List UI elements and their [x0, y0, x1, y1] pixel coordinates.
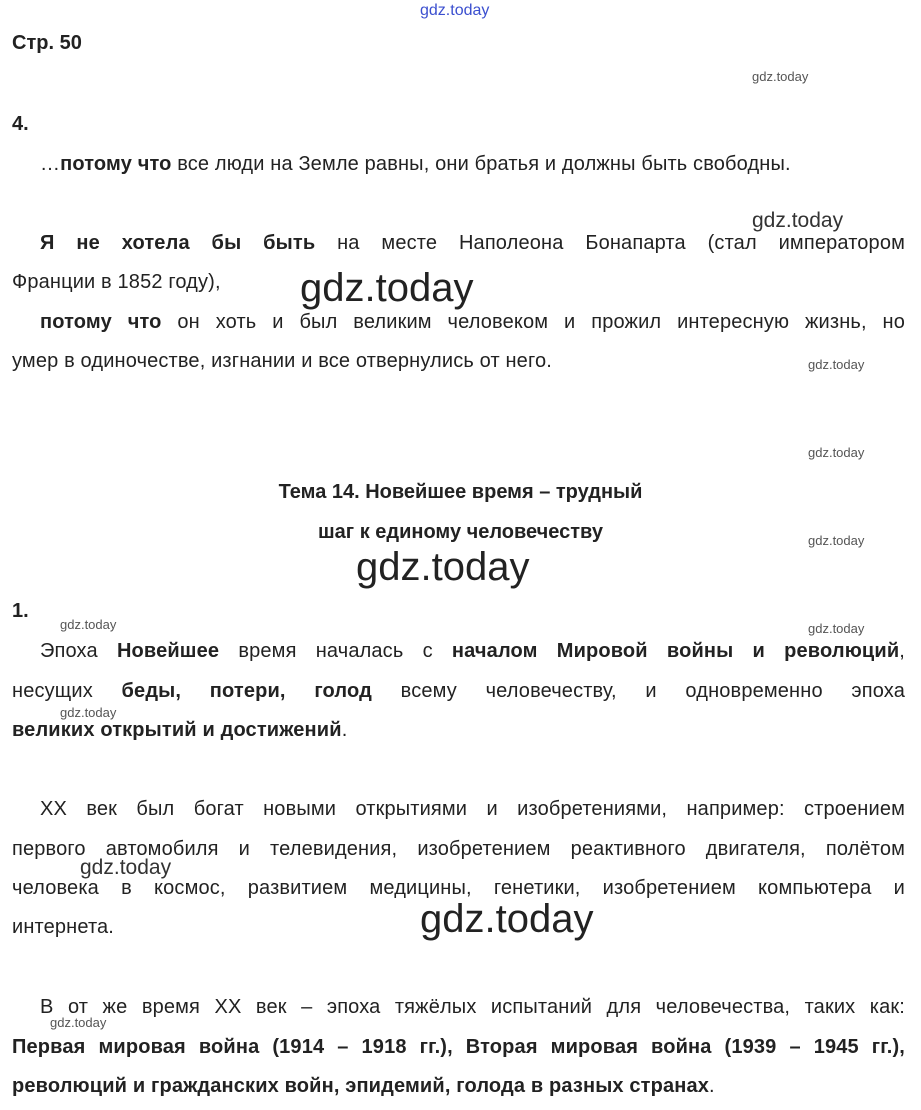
watermark-small: gdz.today	[60, 705, 117, 720]
watermark-small: gdz.today	[808, 357, 865, 372]
page-label: Стр. 50	[12, 32, 82, 54]
task1-line-5: первого автомобиля и телевидения, изобретением реактивного двигателя, полётом	[12, 838, 905, 860]
topic-title-line-1: Тема 14. Новейшее время – трудный	[278, 481, 643, 503]
task-number-4: 4.	[12, 113, 29, 135]
watermark-small: gdz.today	[60, 617, 117, 632]
watermark-large: gdz.today	[300, 266, 474, 310]
watermark-small: gdz.today	[50, 1015, 107, 1030]
task1-line-8: В от же время XX век – эпоха тяжёлых испытаний для человечества, таких как:	[40, 996, 905, 1018]
watermark-small: gdz.today	[808, 621, 865, 636]
task4-paragraph-3-line-2: умер в одиночестве, изгнании и все отвернулись от него.	[12, 350, 552, 372]
task4-paragraph-2-line-1: Я не хотела бы быть на месте Наполеона Бонапарта (стал императором	[40, 232, 905, 254]
task1-line-3: великих открытий и достижений.	[12, 719, 348, 741]
watermark-medium: gdz.today	[752, 209, 844, 232]
watermark-large: gdz.today	[420, 897, 594, 941]
watermark-medium: gdz.today	[80, 856, 172, 879]
topic-title-line-2: шаг к единому человечеству	[318, 521, 603, 543]
task1-line-2: несущих беды, потери, голод всему человечеству, и одновременно эпоха	[12, 680, 905, 702]
watermark-small: gdz.today	[808, 533, 865, 548]
task1-line-7: интернета.	[12, 916, 115, 938]
watermark-top: gdz.today	[420, 2, 490, 19]
task1-line-6: человека в космос, развитием медицины, генетики, изобретением компьютера и	[12, 877, 905, 899]
task-number-1: 1.	[12, 600, 29, 622]
watermark-small: gdz.today	[808, 445, 865, 460]
task1-line-10: революций и гражданских войн, эпидемий, голода в разных странах.	[12, 1075, 715, 1097]
task1-line-9: Первая мировая война (1914 – 1918 гг.), Вторая мировая война (1939 – 1945 гг.),	[12, 1036, 905, 1058]
watermark-large: gdz.today	[356, 545, 530, 589]
task1-line-1: Эпоха Новейшее время началась с началом Мировой войны и революций,	[40, 640, 905, 662]
watermark-small: gdz.today	[752, 69, 809, 84]
task4-paragraph-2-line-2: Франции в 1852 году),	[12, 271, 221, 293]
task1-line-4: XX век был богат новыми открытиями и изобретениями, например: строением	[40, 798, 905, 820]
task4-paragraph-1: …потому что все люди на Земле равны, они братья и должны быть свободны.	[40, 153, 791, 175]
task4-paragraph-3-line-1: потому что он хоть и был великим человеком и прожил интересную жизнь, но	[40, 311, 905, 333]
